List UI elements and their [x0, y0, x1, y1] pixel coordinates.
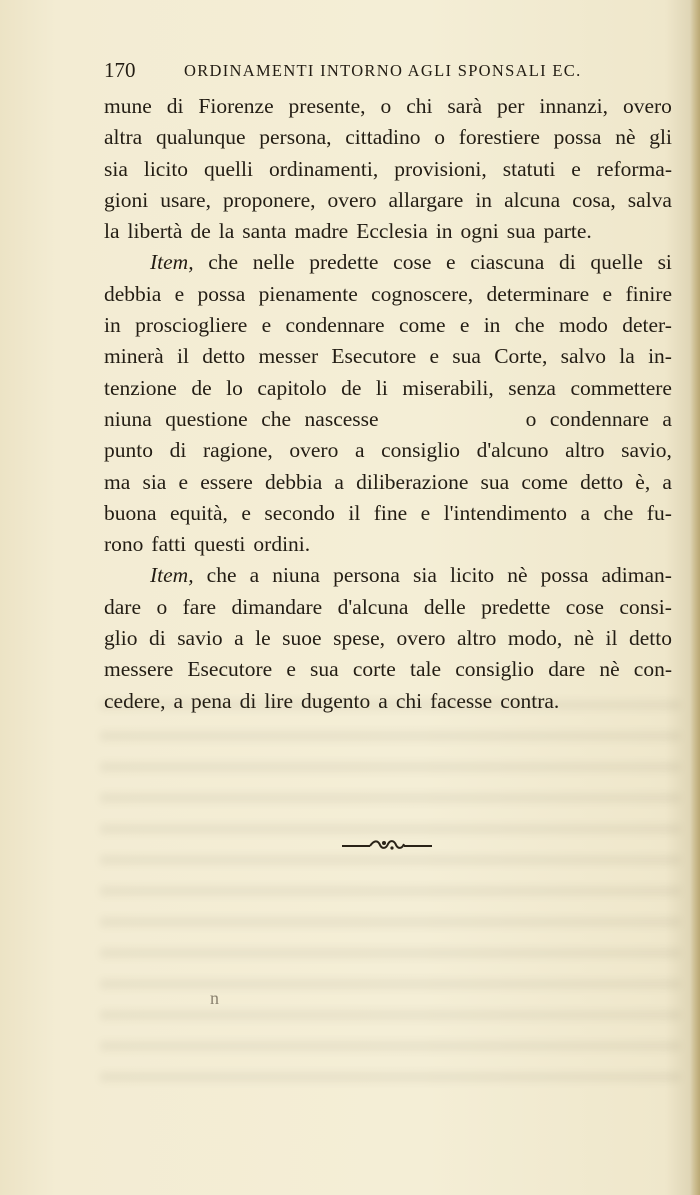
word: nascesse — [304, 406, 379, 431]
word: consiglio — [381, 438, 460, 463]
word: possa — [553, 125, 602, 150]
word: di — [148, 626, 166, 651]
word: e — [420, 500, 431, 525]
word: messer — [258, 344, 319, 369]
word: e — [174, 281, 185, 306]
text-line — [104, 91, 672, 122]
text-line — [104, 341, 672, 372]
word: debbia — [104, 281, 162, 306]
word: e — [261, 313, 272, 338]
word: che — [206, 563, 237, 588]
word: delle — [423, 594, 466, 619]
word: persona, — [259, 125, 332, 150]
word: cose — [393, 250, 432, 275]
word: possa — [540, 563, 589, 588]
word: che — [261, 406, 292, 431]
word: cose — [565, 594, 604, 619]
text-gap — [392, 404, 512, 435]
word: detto — [629, 626, 672, 651]
word: modo, — [507, 626, 563, 651]
word: quelli — [204, 156, 253, 181]
text-line — [104, 216, 672, 247]
word: facesse — [430, 688, 493, 713]
word: licito — [449, 563, 495, 588]
word: capitolo — [257, 375, 327, 400]
word: Ecclesia — [356, 219, 428, 244]
word: savio, — [621, 438, 672, 463]
word: usare, — [160, 187, 211, 212]
word: overo — [289, 438, 339, 463]
word: sia — [142, 469, 167, 494]
word: cognoscere, — [371, 281, 474, 306]
text-line — [104, 498, 672, 529]
word: overo — [622, 94, 672, 118]
word: e — [429, 344, 439, 369]
word: dare — [548, 657, 586, 682]
word: Fiorenze — [198, 94, 274, 118]
text-line — [104, 185, 672, 216]
word: prosciogliere — [135, 313, 248, 338]
word: ma — [104, 469, 131, 494]
word: commettere — [570, 375, 672, 400]
word: equità, — [170, 500, 228, 525]
word: proponere, — [222, 187, 316, 212]
text-line — [104, 686, 672, 717]
word: ogni — [460, 219, 499, 244]
word: a — [662, 406, 672, 431]
word: tenzione — [104, 375, 177, 400]
word: parte. — [543, 219, 592, 244]
word: d'alcuno — [476, 438, 549, 463]
word: adiman- — [601, 563, 672, 588]
word: è, — [635, 469, 651, 494]
word: fare — [182, 594, 217, 619]
word: sia — [413, 563, 437, 588]
word: fu- — [646, 500, 672, 525]
word: ordinamenti, — [268, 156, 379, 181]
stray-mark: n — [210, 988, 219, 1008]
word: d'alcuna — [337, 594, 409, 619]
word: a — [249, 563, 260, 588]
word: mune — [104, 94, 152, 118]
word: questi — [194, 532, 246, 557]
word: il — [605, 626, 618, 651]
word: la — [218, 219, 235, 244]
word: quelle — [590, 250, 643, 275]
word: libertà — [127, 219, 183, 244]
word: gioni — [104, 187, 149, 212]
item-lead: Item, — [150, 250, 194, 275]
word: detto — [580, 469, 624, 494]
text-line — [104, 247, 672, 278]
word: di — [558, 250, 576, 275]
word: a — [334, 469, 344, 494]
word: e — [459, 313, 470, 338]
word: suoe — [282, 626, 322, 651]
word: a — [234, 626, 244, 651]
word: de — [190, 219, 211, 244]
page-number: 170 — [104, 58, 136, 82]
word: che — [603, 500, 634, 525]
word: lire — [264, 688, 293, 713]
word: essere — [200, 469, 253, 494]
word: de — [341, 375, 362, 400]
word: reforma- — [596, 156, 672, 181]
word: contra. — [500, 688, 560, 713]
word: la — [619, 344, 635, 369]
word: altro — [565, 438, 605, 463]
word: a — [580, 500, 591, 525]
word: forestiere — [458, 125, 540, 150]
word: e — [241, 500, 251, 525]
word: il — [176, 344, 189, 369]
word: innanzi, — [539, 94, 609, 118]
word: niuna — [104, 406, 152, 431]
word: con- — [633, 657, 672, 682]
word: come — [521, 469, 568, 494]
word: dare — [104, 594, 141, 619]
word: rono — [104, 532, 144, 557]
word: messere — [104, 657, 174, 682]
word: de — [191, 375, 212, 400]
word: a — [378, 688, 388, 713]
word: presente, — [288, 94, 366, 118]
word: niuna — [272, 563, 320, 588]
word: alcuna — [504, 187, 561, 212]
word: provisioni, — [394, 156, 487, 181]
word: consi- — [619, 594, 672, 619]
word: minerà — [104, 344, 164, 369]
word: detto — [202, 344, 246, 369]
word: consiglio — [455, 657, 535, 682]
word: le — [255, 626, 271, 651]
word: o — [434, 125, 445, 150]
word: statuti — [502, 156, 556, 181]
word: sua — [310, 657, 339, 682]
word: questione — [165, 406, 248, 431]
word: chi — [395, 688, 423, 713]
word: fine — [373, 500, 408, 525]
text-line — [104, 592, 672, 623]
word: il — [348, 500, 361, 525]
word: sua — [480, 469, 510, 494]
word: overo — [396, 626, 446, 651]
text-line — [104, 467, 672, 498]
text-line — [104, 154, 672, 185]
word: savio — [177, 626, 223, 651]
word: e — [178, 469, 189, 494]
word: li — [375, 375, 388, 400]
text-line — [104, 623, 672, 654]
word: predette — [481, 594, 551, 619]
word: Esecutore — [187, 657, 273, 682]
text-line — [104, 560, 672, 591]
text-line — [104, 435, 672, 466]
word: in — [483, 313, 501, 338]
word: deter- — [622, 313, 672, 338]
word: a — [662, 469, 672, 494]
word: gli — [649, 125, 672, 150]
word: Esecutore — [331, 344, 417, 369]
word: chi — [406, 94, 433, 118]
word: o — [156, 594, 168, 619]
ornament-divider-icon — [340, 838, 434, 852]
word: dugento — [301, 688, 371, 713]
word: in — [475, 187, 493, 212]
text-line — [104, 310, 672, 341]
word: nè — [573, 626, 595, 651]
word: Corte, — [494, 344, 548, 369]
word: persona — [333, 563, 400, 588]
word: ordini. — [253, 532, 311, 557]
word: punto — [104, 438, 153, 463]
running-header — [104, 58, 672, 88]
word: e — [446, 250, 456, 275]
word: di — [166, 94, 184, 118]
body-text — [104, 91, 672, 717]
word: la — [104, 219, 120, 244]
word: buona — [104, 500, 157, 525]
page-edge — [690, 0, 700, 1195]
word: salvo — [560, 344, 607, 369]
word: l'intendimento — [443, 500, 567, 525]
word: spese, — [333, 626, 386, 651]
word: salva — [627, 187, 672, 212]
bleed-through-shadow — [100, 700, 680, 1100]
word: fatti — [151, 532, 187, 557]
word: allargare — [388, 187, 464, 212]
word: sia — [104, 156, 128, 181]
text-line — [104, 654, 672, 685]
item-lead: Item, — [150, 563, 194, 588]
word: pienamente — [258, 281, 358, 306]
word: diliberazione — [356, 469, 469, 494]
word: secondo — [264, 500, 335, 525]
word: debbia — [264, 469, 323, 494]
word: miserabili, — [402, 375, 494, 400]
word: di — [169, 438, 187, 463]
word: sua — [506, 219, 536, 244]
word: e — [571, 156, 581, 181]
word: corte — [352, 657, 396, 682]
word: in- — [648, 344, 672, 369]
text-line — [104, 373, 672, 404]
word: si — [657, 250, 672, 275]
text-line — [104, 529, 672, 560]
word: overo — [327, 187, 377, 212]
text-line — [104, 122, 672, 153]
word: madre — [294, 219, 349, 244]
word: determinare — [486, 281, 590, 306]
word: che — [208, 250, 239, 275]
word: di — [239, 688, 257, 713]
word: senza — [508, 375, 556, 400]
text-line — [104, 279, 672, 310]
word: come — [398, 313, 446, 338]
text-line — [104, 404, 672, 435]
word: in — [104, 313, 121, 338]
word: sarà — [447, 94, 483, 118]
word: per — [496, 94, 525, 118]
word: modo — [558, 313, 608, 338]
word: tale — [409, 657, 442, 682]
word: condennare — [549, 406, 649, 431]
word: nè — [615, 125, 636, 150]
word: dimandare — [231, 594, 323, 619]
word: che — [514, 313, 545, 338]
word: qualunque — [155, 125, 246, 150]
word: e — [602, 281, 613, 306]
word: nè — [599, 657, 620, 682]
word: cosa, — [572, 187, 616, 212]
running-title: ORDINAMENTI INTORNO AGLI SPONSALI EC. — [184, 61, 582, 80]
word: sua — [452, 344, 481, 369]
word: nè — [507, 563, 528, 588]
word: ragione, — [202, 438, 273, 463]
word: nelle — [252, 250, 295, 275]
word: predette — [309, 250, 379, 275]
word: in — [435, 219, 453, 244]
word: a — [173, 688, 184, 713]
word: o — [380, 94, 392, 118]
word: a — [354, 438, 365, 463]
word: finire — [625, 281, 672, 306]
word: cittadino — [345, 125, 421, 150]
word: altra — [104, 125, 143, 150]
word: glio — [104, 626, 138, 651]
word: ciascuna — [470, 250, 545, 275]
word: pena — [191, 688, 232, 713]
word: lo — [226, 375, 243, 400]
word: santa — [242, 219, 287, 244]
word: possa — [197, 281, 246, 306]
word: o — [525, 406, 537, 431]
word: condennare — [285, 313, 385, 338]
word: e — [286, 657, 296, 682]
word: licito — [143, 156, 189, 181]
word: altro — [456, 626, 497, 651]
word: cedere, — [104, 688, 166, 713]
